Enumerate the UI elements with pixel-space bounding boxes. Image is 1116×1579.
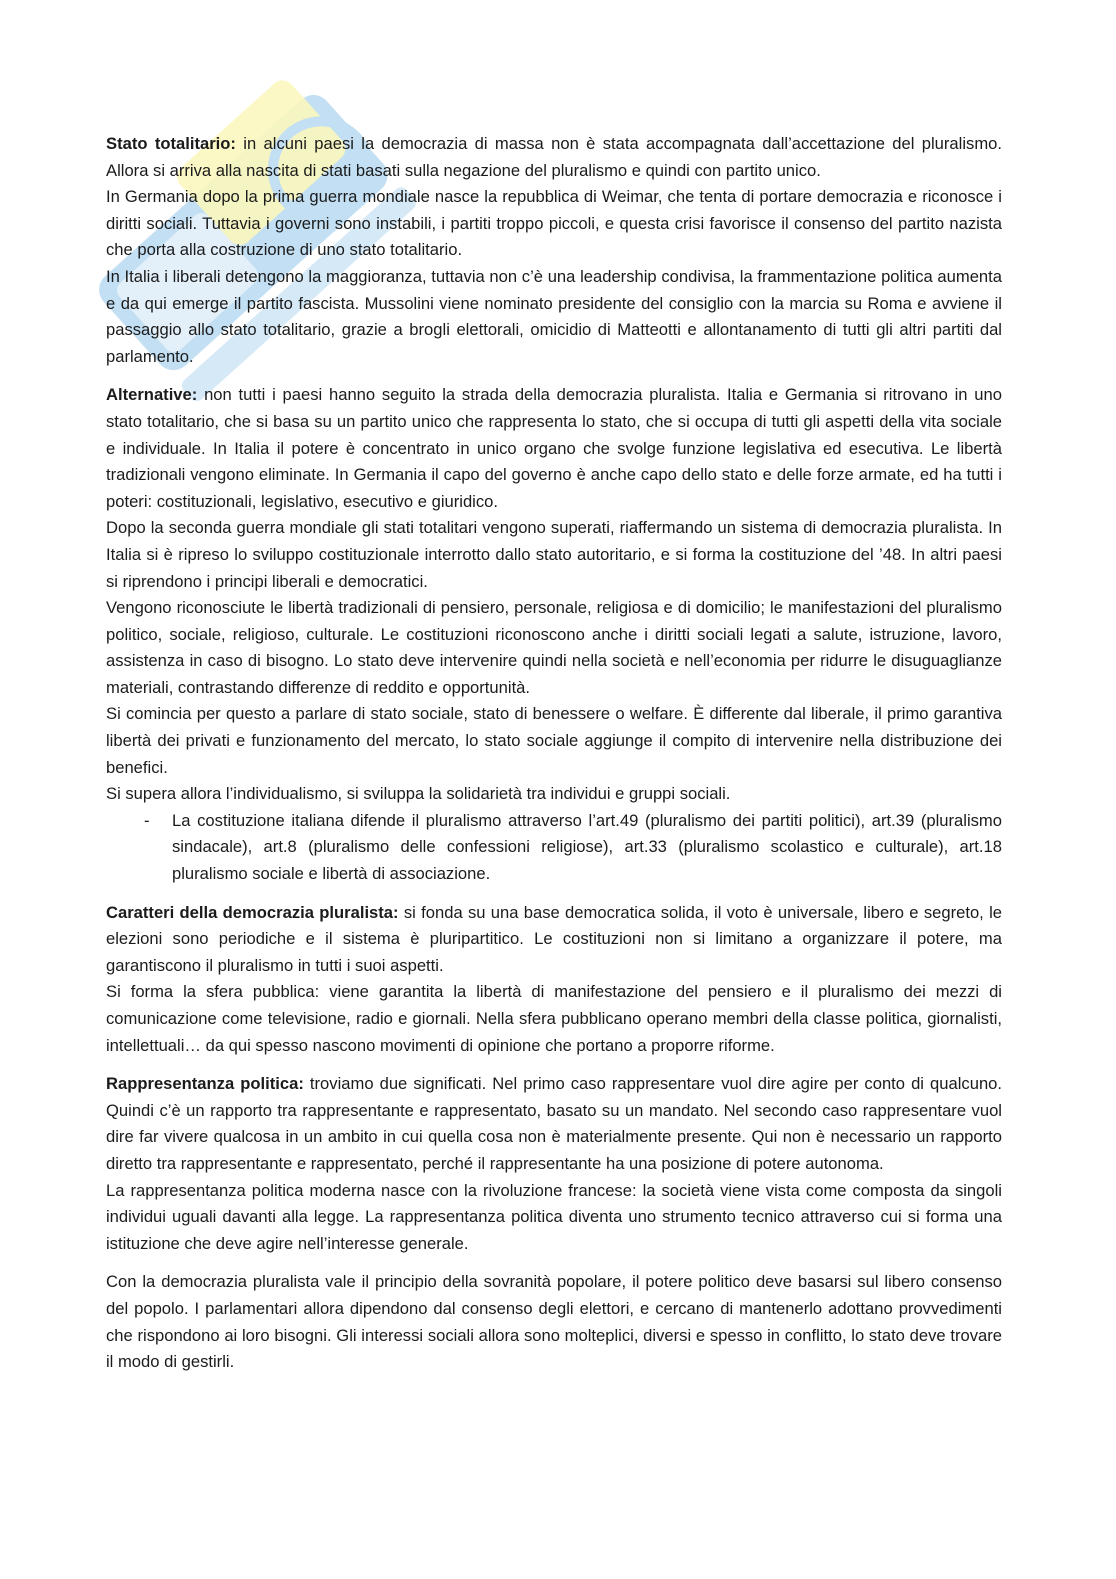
paragraph-liberta: Vengono riconosciute le libertà tradizionali di pensiero, personale, religiosa e di domicilio; le manifestazioni del pluralismo politico, sociale, religioso, culturale. Le costituzioni riconoscono anche i diritti sociali legati a salute, istruzione, lavoro, assistenza in caso di bisogno. Lo stato deve intervenire quindi nella società e nell’economia per ridurre le disuguaglianze materiali, contrastando differenze di reddito e opportunità. <box>106 598 1002 697</box>
paragraph-solidarieta: Si supera allora l’individualismo, si sviluppa la solidarietà tra individui e gruppi sociali. <box>106 784 731 804</box>
paragraph-italia: In Italia i liberali detengono la maggioranza, tuttavia non c’è una leadership condivisa, la frammentazione politica aumenta e da qui emerge il partito fascista. Mussolini viene nominato presidente del consiglio con la marcia su Roma e avviene il passaggio allo stato totalitario, grazie a brogli elettorali, omicidio di Matteotti e allontanamento di tutti gli altri partiti dal parlamento. <box>106 266 1002 366</box>
heading-alternative: Alternative: <box>106 385 198 405</box>
paragraph-rappresentanza: Rappresentanza politica: troviamo due significati. Nel primo caso rappresentare vuol dire agire per conto di qualcuno. Quindi c’è un rapporto tra rappresentante e rappresentato, basato su un mandato. Nel secondo caso rappresentare vuol dire far vivere qualcosa in un ambito in cui quella cosa non è materialmente presente. Qui non è necessario un rapporto diretto tra rappresentante e rappresentato, perché il rappresentante ha una posizione di potere autonoma. <box>106 1074 1003 1173</box>
paragraph-sovranita: Con la democrazia pluralista vale il principio della sovranità popolare, il potere politico deve basarsi sul libero consenso del popolo. I parlamentari allora dipendono dal consenso degli elettori, e cercano di mantenerlo adottano provvedimenti che rispondono ai loro bisogni. Gli interessi sociali allora sono molteplici, diversi e spesso in conflitto, lo stato deve trovare il modo di gestirli. <box>106 1272 1002 1372</box>
heading-caratteri: Caratteri della democrazia pluralista: <box>106 902 399 922</box>
bullet-text: La costituzione italiana difende il pluralismo attraverso l’art.49 (pluralismo dei partiti politici), art.39 (pluralismo sindacale), art.8 (pluralismo delle confessioni religiose), art.33 (pluralismo scolastico e culturale), art.18 pluralismo sociale e libertà di associazione. <box>172 810 1002 884</box>
paragraph-rivoluzione-francese: La rappresentanza politica moderna nasce con la rivoluzione francese: la società viene vista come composta da singoli individui uguali davanti alla legge. La rappresentanza politica diventa uno strumento tecnico attraverso cui si forma una istituzione che deve agire nell’interesse generale. <box>106 1180 1002 1253</box>
paragraph-welfare: Si comincia per questo a parlare di stato sociale, stato di benessere o welfare. È differente dal liberale, il primo garantiva libertà dei privati e funzionamento del mercato, lo stato sociale aggiunge il compito di intervenire nella distribuzione dei benefici. <box>106 704 1002 777</box>
paragraph-sfera-pubblica: Si forma la sfera pubblica: viene garantita la libertà di manifestazione del pensiero e il pluralismo dei mezzi di comunicazione come televisione, radio e giornali. Nella sfera pubblicano operano membri della classe politica, giornalisti, intellettuali… da qui spesso nascono movimenti di opinione che portano a proporre riforme. <box>106 982 1002 1055</box>
paragraph-alternative: Alternative: non tutti i paesi hanno seguito la strada della democrazia pluralista. Italia e Germania si ritrovano in uno stato totalitario, che si basa su un partito unico che rappresenta lo stato, che si occupa di tutti gli aspetti della vita sociale e individuale. In Italia il potere è concentrato in unico organo che svolge funzione legislativa ed esecutiva. Le libertà tradizionali vengono eliminate. In Germania il capo del governo è anche capo dello stato e delle forze armate, ed ha tutti i poteri: costituzionali, legislativo, esecutivo e giuridico. <box>106 385 1002 511</box>
paragraph-caratteri: Caratteri della democrazia pluralista: si fonda su una base democratica solida, il voto è universale, libero e segreto, le elezioni sono periodiche e il sistema è pluripartitico. Le costituzioni non si limitano a organizzare il potere, ma garantiscono il pluralismo in tutti i suoi aspetti. <box>106 902 1002 975</box>
paragraph-germania: In Germania dopo la prima guerra mondiale nasce la repubblica di Weimar, che tenta di portare democrazia e riconosce i diritti sociali. Tuttavia i governi sono instabili, i partiti troppo piccoli, e questa crisi favorisce il consenso del partito nazista che porta alla costruzione di uno stato totalitario. <box>106 187 1002 260</box>
heading-rappresentanza: Rappresentanza politica: <box>106 1074 304 1094</box>
heading-stato-totalitario: Stato totalitario: <box>106 134 236 153</box>
list-item <box>106 808 1002 888</box>
bullet-marker: - <box>144 810 150 830</box>
paragraph-stato-totalitario: Stato totalitario: in alcuni paesi la democrazia di massa non è stata accompagnata dall’accettazione del pluralismo. Allora si arriva alla nascita di stati basati sulla negazione del pluralismo e quindi con partito unico. <box>106 134 1002 180</box>
document-page <box>106 131 1002 1376</box>
paragraph-dopoguerra: Dopo la seconda guerra mondiale gli stati totalitari vengono superati, riaffermando un sistema di democrazia pluralista. In Italia si è ripreso lo sviluppo costituzionale interrotto dallo stato autoritario, e si forma la costituzione del ’48. In altri paesi si riprendono i principi liberali e democratici. <box>106 518 1002 591</box>
